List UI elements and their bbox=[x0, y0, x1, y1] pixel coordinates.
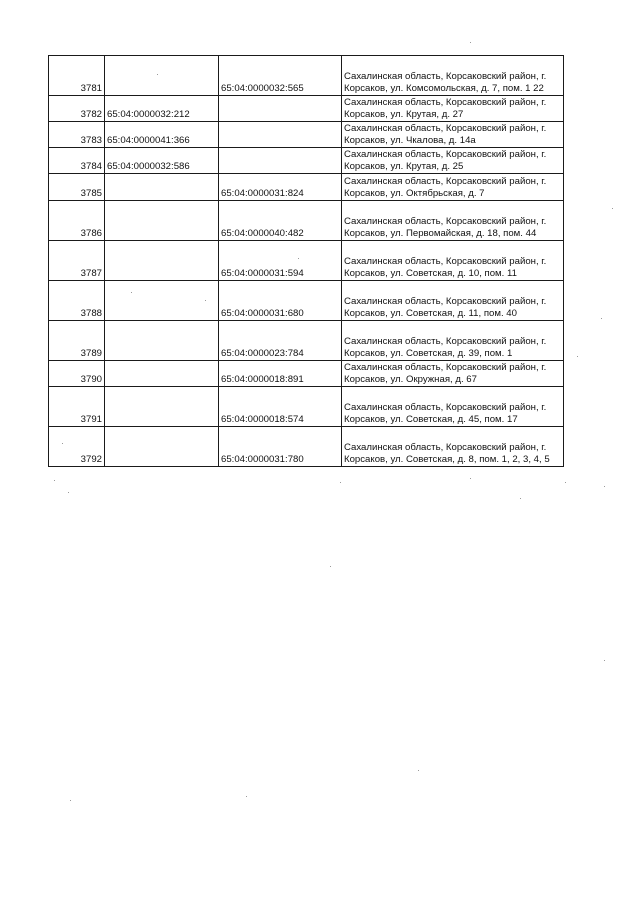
address-line: Корсаков, ул. Советская, д. 39, пом. 1 bbox=[344, 348, 513, 359]
address-cell bbox=[342, 361, 564, 387]
address-line: Корсаков, ул. Советская, д. 11, пом. 40 bbox=[344, 308, 517, 319]
address-line: Корсаков, ул. Чкалова, д. 14а bbox=[344, 135, 476, 146]
row-number-cell: 3790 bbox=[49, 361, 105, 387]
row-number-cell: 3788 bbox=[49, 281, 105, 321]
scan-speck bbox=[340, 482, 341, 483]
address-cell bbox=[342, 201, 564, 241]
table-row bbox=[49, 201, 564, 241]
row-number-cell: 3789 bbox=[49, 321, 105, 361]
row-number-cell: 3792 bbox=[49, 427, 105, 467]
cadastral-number-cell: 65:04:0000018:891 bbox=[219, 361, 342, 387]
cadastral-number-cell: 65:04:0000032:565 bbox=[219, 56, 342, 96]
scan-speck bbox=[604, 486, 605, 487]
cadastral-number-cell: 65:04:0000031:780 bbox=[219, 427, 342, 467]
cadastral-number-cell: 65:04:0000031:594 bbox=[219, 241, 342, 281]
address-cell bbox=[342, 96, 564, 122]
address-cell bbox=[342, 387, 564, 427]
cadastral-number-cell: 65:04:0000041:366 bbox=[105, 122, 219, 148]
cadastral-number-cell bbox=[105, 241, 219, 281]
table-row bbox=[49, 321, 564, 361]
cadastral-number-cell bbox=[105, 427, 219, 467]
cadastral-number-cell bbox=[105, 321, 219, 361]
scan-speck bbox=[604, 660, 605, 661]
address-line: Корсаков, ул. Крутая, д. 25 bbox=[344, 161, 464, 172]
row-number-cell: 3781 bbox=[49, 56, 105, 96]
cadastral-number-cell bbox=[105, 174, 219, 201]
row-number-cell: 3782 bbox=[49, 96, 105, 122]
cadastral-number-cell bbox=[105, 361, 219, 387]
cadastral-number-cell: 65:04:0000018:574 bbox=[219, 387, 342, 427]
address-line: Сахалинская область, Корсаковский район, г. bbox=[344, 216, 547, 227]
scan-speck bbox=[205, 300, 206, 301]
address-line: Корсаков, ул. Октябрьская, д. 7 bbox=[344, 188, 485, 199]
address-cell bbox=[342, 174, 564, 201]
scan-speck bbox=[157, 74, 158, 75]
address-line: Корсаков, ул. Первомайская, д. 18, пом. 44 bbox=[344, 228, 537, 239]
scan-speck bbox=[418, 770, 419, 771]
address-line: Сахалинская область, Корсаковский район, г. bbox=[344, 176, 547, 187]
address-cell bbox=[342, 321, 564, 361]
cadastral-number-cell: 65:04:0000023:784 bbox=[219, 321, 342, 361]
address-line: Корсаков, ул. Советская, д. 8, пом. 1, 2, 3, 4, 5 bbox=[344, 454, 550, 465]
table-row bbox=[49, 148, 564, 174]
scan-speck bbox=[612, 208, 613, 209]
address-cell bbox=[342, 427, 564, 467]
scan-speck bbox=[577, 356, 578, 357]
scan-speck bbox=[601, 318, 602, 319]
scan-speck bbox=[565, 482, 566, 483]
cadastral-number-cell bbox=[105, 387, 219, 427]
scan-speck bbox=[470, 478, 471, 479]
scan-speck bbox=[246, 796, 247, 797]
address-line: Сахалинская область, Корсаковский район, г. bbox=[344, 402, 547, 413]
table-row bbox=[49, 174, 564, 201]
address-line: Сахалинская область, Корсаковский район, г. bbox=[344, 442, 547, 453]
cadastral-number-cell bbox=[105, 56, 219, 96]
address-cell bbox=[342, 122, 564, 148]
table-row bbox=[49, 122, 564, 148]
address-line: Сахалинская область, Корсаковский район, г. bbox=[344, 362, 547, 373]
address-line: Сахалинская область, Корсаковский район, г. bbox=[344, 296, 547, 307]
table-row bbox=[49, 361, 564, 387]
address-cell bbox=[342, 281, 564, 321]
table-row bbox=[49, 281, 564, 321]
table-row bbox=[49, 96, 564, 122]
address-cell bbox=[342, 148, 564, 174]
address-line: Сахалинская область, Корсаковский район, г. bbox=[344, 97, 547, 108]
address-line: Корсаков, ул. Крутая, д. 27 bbox=[344, 109, 464, 120]
row-number-cell: 3787 bbox=[49, 241, 105, 281]
address-line: Сахалинская область, Корсаковский район, г. bbox=[344, 71, 547, 82]
cadastral-number-cell bbox=[219, 122, 342, 148]
cadastral-number-cell: 65:04:0000032:586 bbox=[105, 148, 219, 174]
scan-speck bbox=[470, 42, 471, 43]
row-number-cell: 3791 bbox=[49, 387, 105, 427]
scan-speck bbox=[70, 800, 71, 801]
cadastral-number-cell: 65:04:0000040:482 bbox=[219, 201, 342, 241]
scan-speck bbox=[131, 292, 132, 293]
address-line: Корсаков, ул. Окружная, д. 67 bbox=[344, 374, 477, 385]
scan-speck bbox=[62, 443, 63, 444]
cadastral-number-cell: 65:04:0000031:824 bbox=[219, 174, 342, 201]
scan-speck bbox=[298, 258, 299, 259]
address-cell bbox=[342, 56, 564, 96]
address-line: Сахалинская область, Корсаковский район, г. bbox=[344, 149, 547, 160]
table-row bbox=[49, 56, 564, 96]
address-line: Сахалинская область, Корсаковский район, г. bbox=[344, 256, 547, 267]
table-row bbox=[49, 241, 564, 281]
cadastral-number-cell bbox=[219, 96, 342, 122]
address-cell bbox=[342, 241, 564, 281]
row-number-cell: 3785 bbox=[49, 174, 105, 201]
property-registry-table bbox=[48, 55, 564, 467]
row-number-cell: 3784 bbox=[49, 148, 105, 174]
cadastral-number-cell bbox=[219, 148, 342, 174]
address-line: Корсаков, ул. Комсомольская, д. 7, пом. 1 22 bbox=[344, 83, 544, 94]
row-number-cell: 3786 bbox=[49, 201, 105, 241]
scan-speck bbox=[520, 498, 521, 499]
scan-speck bbox=[330, 566, 331, 567]
table-row bbox=[49, 387, 564, 427]
table-row bbox=[49, 427, 564, 467]
address-line: Сахалинская область, Корсаковский район, г. bbox=[344, 123, 547, 134]
row-number-cell: 3783 bbox=[49, 122, 105, 148]
scan-speck bbox=[68, 492, 69, 493]
address-line: Сахалинская область, Корсаковский район, г. bbox=[344, 336, 547, 347]
cadastral-number-cell bbox=[105, 281, 219, 321]
cadastral-number-cell bbox=[105, 201, 219, 241]
cadastral-number-cell: 65:04:0000031:680 bbox=[219, 281, 342, 321]
scan-speck bbox=[54, 480, 55, 481]
address-line: Корсаков, ул. Советская, д. 45, пом. 17 bbox=[344, 414, 518, 425]
address-line: Корсаков, ул. Советская, д. 10, пом. 11 bbox=[344, 268, 517, 279]
cadastral-number-cell: 65:04:0000032:212 bbox=[105, 96, 219, 122]
